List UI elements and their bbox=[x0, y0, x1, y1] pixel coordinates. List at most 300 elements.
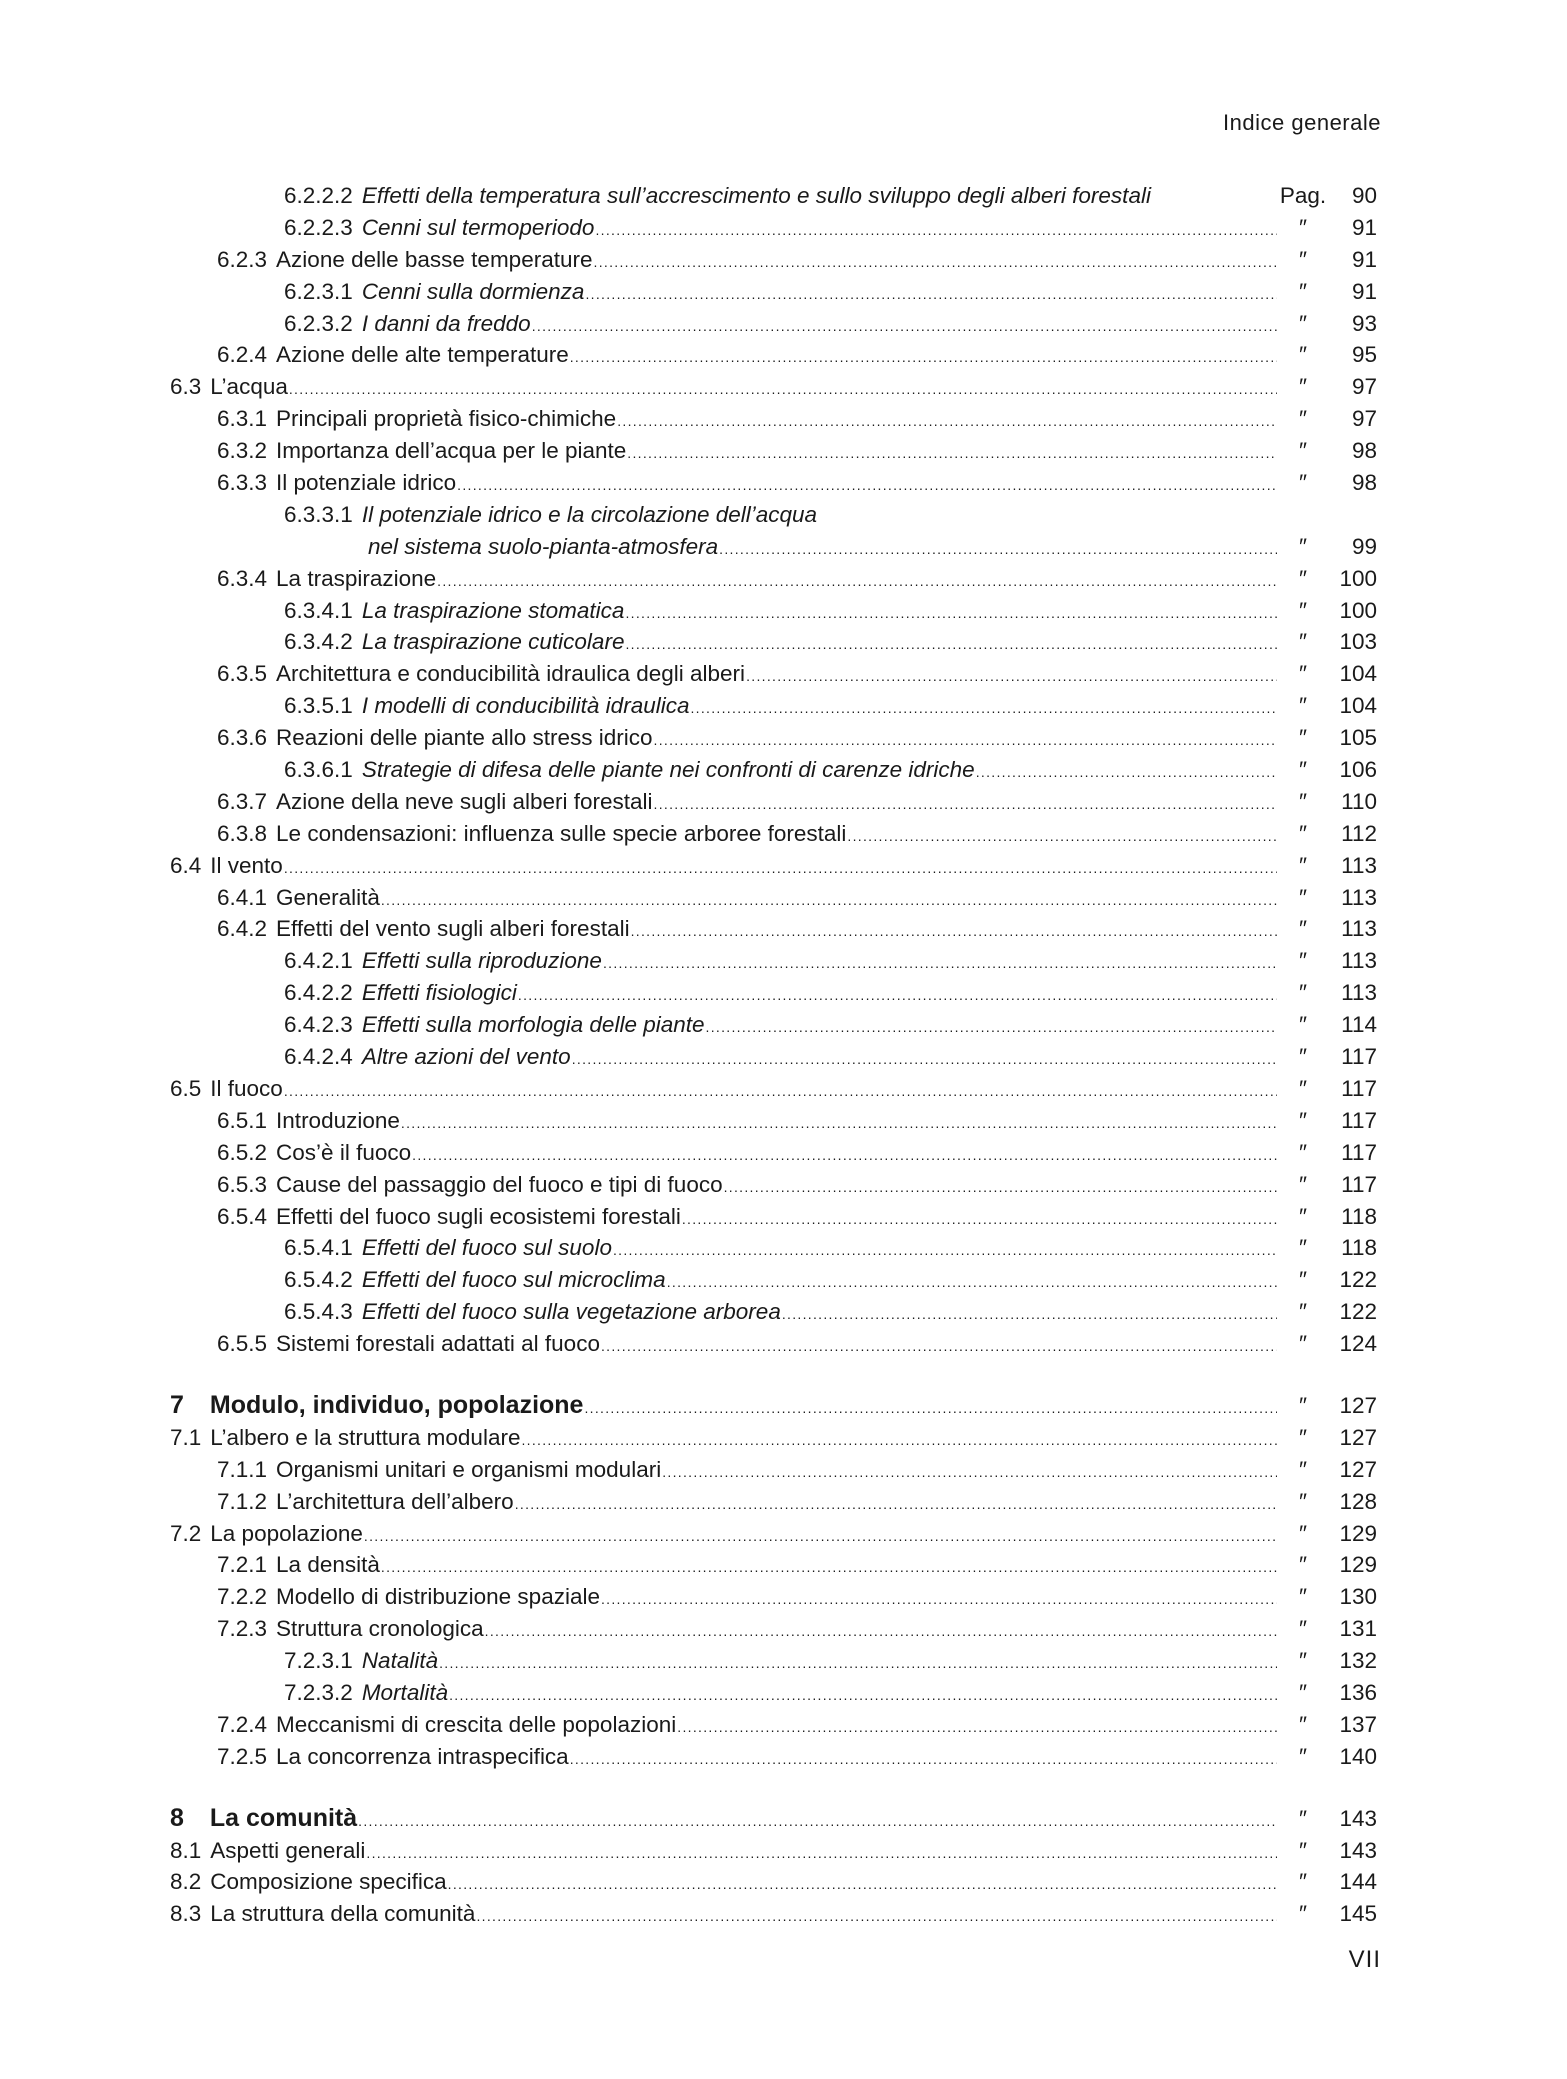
toc-entry-title: Principali proprietà fisico-chimiche bbox=[276, 406, 617, 432]
toc-page-number: 113 bbox=[1341, 948, 1377, 974]
toc-entry bbox=[217, 913, 1277, 948]
toc-page-number: 95 bbox=[1351, 342, 1377, 368]
dot-leader bbox=[476, 1901, 1277, 1933]
page-ditto-mark: ″ bbox=[1299, 1552, 1307, 1578]
toc-entry bbox=[217, 244, 1277, 279]
toc-entry bbox=[217, 339, 1277, 374]
page-ditto-mark: ″ bbox=[1299, 1331, 1307, 1357]
toc-entry-title: Effetti del fuoco sul suolo bbox=[361, 1235, 612, 1261]
toc-page-number: 105 bbox=[1339, 725, 1377, 751]
toc-entry-title: Il fuoco bbox=[210, 1075, 283, 1101]
toc-row[interactable] bbox=[170, 1073, 1377, 1105]
dot-leader bbox=[521, 1425, 1277, 1457]
toc-entry-number: 6.3.6.1 bbox=[284, 757, 353, 783]
toc-entry-number: 6.5.2 bbox=[217, 1139, 268, 1165]
dot-leader bbox=[601, 1331, 1277, 1363]
toc-entry-number: 6.5.4 bbox=[217, 1203, 268, 1229]
toc-row[interactable] bbox=[170, 1201, 1377, 1233]
toc-chapter-row[interactable] bbox=[170, 1390, 1377, 1422]
toc-entry bbox=[217, 1741, 1277, 1776]
toc-row[interactable] bbox=[170, 977, 1377, 1009]
toc-entry-number: 7.2.3 bbox=[217, 1616, 268, 1642]
page-ditto-mark: ″ bbox=[1299, 948, 1307, 974]
toc-row[interactable] bbox=[170, 786, 1377, 818]
page-ditto-mark: ″ bbox=[1299, 1171, 1307, 1197]
toc-row[interactable] bbox=[170, 467, 1377, 499]
page-ditto-mark: Pag. bbox=[1279, 183, 1327, 208]
toc-entry-number: 6.4.2.3 bbox=[284, 1012, 353, 1038]
toc-entry bbox=[170, 1898, 1277, 1933]
toc-page-number: 117 bbox=[1341, 1075, 1377, 1101]
toc-row[interactable] bbox=[170, 850, 1377, 882]
dot-leader bbox=[719, 534, 1277, 566]
toc-entry-title: Strategie di difesa delle piante nei confronti di carenze idriche bbox=[361, 757, 975, 783]
dot-leader bbox=[627, 438, 1277, 470]
toc-entry-number: 8.3 bbox=[170, 1901, 202, 1927]
toc-page-number: 127 bbox=[1339, 1424, 1377, 1450]
dot-leader bbox=[570, 342, 1277, 374]
toc-page-number: 90 bbox=[1351, 183, 1377, 208]
toc-page-number: 97 bbox=[1351, 374, 1377, 400]
dot-leader bbox=[617, 406, 1277, 438]
toc-row[interactable] bbox=[170, 1898, 1377, 1930]
toc-page-number: 98 bbox=[1351, 470, 1377, 496]
toc-entry-number: 6.5.4.3 bbox=[284, 1299, 353, 1325]
toc-row[interactable] bbox=[170, 658, 1377, 690]
dot-leader bbox=[631, 916, 1277, 948]
toc-entry bbox=[284, 308, 1277, 343]
dot-leader bbox=[448, 1869, 1277, 1901]
toc-entry-title: Effetti del fuoco sugli ecosistemi forestali bbox=[276, 1203, 681, 1229]
toc-row[interactable] bbox=[170, 403, 1377, 435]
toc-entry-number: 7 bbox=[170, 1390, 184, 1419]
page-ditto-mark: ″ bbox=[1299, 725, 1307, 751]
toc-row[interactable] bbox=[170, 276, 1377, 308]
toc-page-number: 113 bbox=[1341, 916, 1377, 942]
page-ditto-mark: ″ bbox=[1299, 1044, 1307, 1070]
page-ditto-mark: ″ bbox=[1299, 533, 1307, 559]
page-ditto-mark: ″ bbox=[1299, 757, 1307, 783]
toc-entry-title: Effetti sulla morfologia delle piante bbox=[361, 1012, 705, 1038]
dot-leader bbox=[439, 1648, 1277, 1680]
toc-entry bbox=[170, 1073, 1277, 1108]
toc-page-number: 124 bbox=[1339, 1331, 1377, 1357]
toc-row[interactable] bbox=[170, 754, 1377, 786]
toc-entry-number: 6.3.2 bbox=[217, 438, 268, 464]
page-ditto-mark: ″ bbox=[1299, 1743, 1307, 1769]
toc-entry-number: 8.1 bbox=[170, 1837, 202, 1863]
toc-entry-title: Importanza dell’acqua per le piante bbox=[276, 438, 627, 464]
toc-row[interactable] bbox=[170, 308, 1377, 340]
toc-entry-title: L’acqua bbox=[210, 374, 288, 400]
toc-entry-number: 7.1.1 bbox=[217, 1456, 268, 1482]
toc-page-number: 143 bbox=[1339, 1805, 1377, 1831]
toc-entry-number: 7.2.2 bbox=[217, 1584, 268, 1610]
toc-entry bbox=[284, 180, 1257, 212]
page-ditto-mark: ″ bbox=[1299, 1901, 1307, 1927]
toc-page-number: 91 bbox=[1351, 214, 1377, 240]
toc-page-number: 114 bbox=[1341, 1012, 1377, 1038]
toc-row[interactable] bbox=[170, 1422, 1377, 1454]
toc-entry-title: Il potenziale idrico bbox=[276, 470, 457, 496]
toc-entry bbox=[284, 1296, 1277, 1331]
dot-leader bbox=[654, 789, 1277, 821]
toc-row[interactable] bbox=[170, 212, 1377, 244]
toc-entry bbox=[170, 1835, 1277, 1870]
toc-entry-title: Effetti del vento sugli alberi forestali bbox=[276, 916, 630, 942]
toc-entry-number: 6.4.2.1 bbox=[284, 948, 353, 974]
toc-page-number: 129 bbox=[1339, 1552, 1377, 1578]
toc-entry-number: 6.4.1 bbox=[217, 884, 268, 910]
toc-entry bbox=[217, 722, 1277, 757]
page-ditto-mark: ″ bbox=[1299, 565, 1307, 591]
toc-entry-title: Sistemi forestali adattati al fuoco bbox=[276, 1331, 600, 1357]
toc-entry-title: L’albero e la struttura modulare bbox=[210, 1424, 521, 1450]
page-ditto-mark: ″ bbox=[1299, 406, 1307, 432]
toc-page-number: 130 bbox=[1339, 1584, 1377, 1610]
toc-row[interactable] bbox=[170, 1613, 1377, 1645]
page-ditto-mark: ″ bbox=[1299, 1203, 1307, 1229]
dot-leader bbox=[366, 1838, 1277, 1870]
toc-entry bbox=[217, 1328, 1277, 1363]
toc-page-number: 91 bbox=[1351, 278, 1377, 304]
toc-entry-number: 6.2.3.2 bbox=[284, 310, 353, 336]
page-ditto-mark: ″ bbox=[1299, 1869, 1307, 1895]
toc-entry-number: 6.3.4.1 bbox=[284, 597, 353, 623]
toc-entry-number: 6.3.1 bbox=[217, 406, 268, 432]
page-ditto-mark: ″ bbox=[1299, 438, 1307, 464]
toc-page-number: 143 bbox=[1339, 1837, 1377, 1863]
toc-row[interactable] bbox=[170, 882, 1377, 914]
toc-entry-title: Introduzione bbox=[276, 1107, 400, 1133]
toc-entry-title: Effetti fisiologici bbox=[361, 980, 517, 1006]
dot-leader bbox=[284, 1076, 1277, 1108]
toc-row[interactable] bbox=[170, 1264, 1377, 1296]
toc-entry-number: 7.2.1 bbox=[217, 1552, 268, 1578]
dot-leader bbox=[976, 757, 1277, 789]
toc-page-number: 97 bbox=[1351, 406, 1377, 432]
toc-entry-title: Architettura e conducibilità idraulica degli alberi bbox=[276, 661, 746, 687]
dot-leader bbox=[412, 1140, 1277, 1172]
toc-row[interactable] bbox=[170, 1866, 1377, 1898]
toc-row[interactable] bbox=[170, 1296, 1377, 1328]
toc-entry-title: nel sistema suolo-pianta-atmosfera bbox=[368, 533, 719, 559]
toc-page-number: 117 bbox=[1341, 1044, 1377, 1070]
toc-row[interactable] bbox=[170, 1645, 1377, 1677]
toc-row[interactable] bbox=[170, 1009, 1377, 1041]
dot-leader bbox=[457, 470, 1277, 502]
toc-entry-title: Cenni sulla dormienza bbox=[361, 278, 585, 304]
page-ditto-mark: ″ bbox=[1299, 1837, 1307, 1863]
toc-row[interactable] bbox=[170, 1709, 1377, 1741]
dot-leader bbox=[532, 311, 1277, 343]
page-ditto-mark: ″ bbox=[1299, 1488, 1307, 1514]
toc-page-number: 117 bbox=[1341, 1171, 1377, 1197]
toc-row[interactable] bbox=[170, 531, 1377, 563]
page-ditto-mark: ″ bbox=[1299, 342, 1307, 368]
toc-entry-number: 6.2.4 bbox=[217, 342, 268, 368]
toc-row[interactable] bbox=[170, 722, 1377, 754]
toc-row[interactable] bbox=[170, 1835, 1377, 1867]
toc-entry bbox=[170, 371, 1277, 406]
toc-entry bbox=[217, 1454, 1277, 1489]
dot-leader bbox=[518, 980, 1277, 1012]
toc-entry-number: 6.3.7 bbox=[217, 788, 268, 814]
toc-entry-title: Azione delle alte temperature bbox=[276, 342, 569, 368]
toc-row[interactable] bbox=[170, 563, 1377, 595]
page-ditto-mark: ″ bbox=[1299, 1075, 1307, 1101]
toc-chapter-row[interactable] bbox=[170, 1803, 1377, 1835]
table-of-contents bbox=[170, 180, 1377, 1930]
page-ditto-mark: ″ bbox=[1299, 1424, 1307, 1450]
page-ditto-mark: ″ bbox=[1299, 1584, 1307, 1610]
toc-page-number: 118 bbox=[1341, 1203, 1377, 1229]
toc-page-number: 104 bbox=[1339, 693, 1377, 719]
page-ditto-mark: ″ bbox=[1299, 1139, 1307, 1165]
page-ditto-mark: ″ bbox=[1299, 1805, 1307, 1831]
toc-entry-number: 7.2.3.1 bbox=[284, 1648, 353, 1674]
dot-leader bbox=[847, 821, 1277, 853]
toc-entry bbox=[284, 1041, 1277, 1076]
toc-entry-title: Cause del passaggio del fuoco e tipi di fuoco bbox=[276, 1171, 723, 1197]
toc-row[interactable] bbox=[170, 595, 1377, 627]
toc-entry bbox=[217, 563, 1277, 598]
toc-entry bbox=[217, 1613, 1277, 1648]
toc-row[interactable] bbox=[170, 1328, 1377, 1360]
toc-page-number: 91 bbox=[1351, 246, 1377, 272]
toc-entry-title: Meccanismi di crescita delle popolazioni bbox=[276, 1711, 677, 1737]
toc-row[interactable] bbox=[170, 499, 1377, 531]
toc-entry bbox=[170, 1422, 1277, 1457]
toc-page-number: 104 bbox=[1339, 661, 1377, 687]
toc-page-number: 100 bbox=[1339, 565, 1377, 591]
toc-entry-number: 6.3.3 bbox=[217, 470, 268, 496]
toc-row[interactable] bbox=[170, 1041, 1377, 1073]
dot-leader bbox=[724, 1172, 1277, 1204]
toc-row[interactable] bbox=[170, 180, 1377, 212]
page-ditto-mark: ″ bbox=[1299, 916, 1307, 942]
toc-row[interactable] bbox=[170, 435, 1377, 467]
toc-entry bbox=[217, 786, 1277, 821]
toc-row[interactable] bbox=[170, 1105, 1377, 1137]
dot-leader bbox=[682, 1204, 1277, 1236]
page-ditto-mark: ″ bbox=[1299, 1679, 1307, 1705]
dot-leader bbox=[654, 725, 1278, 757]
page-ditto-mark: ″ bbox=[1299, 470, 1307, 496]
toc-page-number: 112 bbox=[1341, 820, 1377, 846]
toc-entry-title: Effetti sulla riproduzione bbox=[361, 948, 602, 974]
page-ditto-mark: ″ bbox=[1299, 852, 1307, 878]
toc-page-number: 140 bbox=[1339, 1743, 1377, 1769]
dot-leader bbox=[690, 693, 1277, 725]
toc-entry bbox=[284, 276, 1277, 311]
toc-entry-number: 7.2 bbox=[170, 1520, 202, 1546]
toc-row[interactable] bbox=[170, 371, 1377, 403]
toc-entry-title: Il potenziale idrico e la circolazione dell’acqua bbox=[361, 501, 818, 527]
page-ditto-mark: ″ bbox=[1299, 788, 1307, 814]
toc-entry-number: 7.2.4 bbox=[217, 1711, 268, 1737]
toc-entry-number: 7.1 bbox=[170, 1424, 202, 1450]
toc-entry-number: 7.1.2 bbox=[217, 1488, 268, 1514]
toc-entry-number: 8 bbox=[170, 1803, 184, 1832]
toc-entry bbox=[170, 850, 1277, 885]
toc-page-number: 113 bbox=[1341, 852, 1377, 878]
toc-row[interactable] bbox=[170, 244, 1377, 276]
toc-entry bbox=[217, 1105, 1277, 1140]
toc-entry-number: 7.2.3.2 bbox=[284, 1679, 353, 1705]
dot-leader bbox=[746, 661, 1277, 693]
dot-leader bbox=[677, 1712, 1277, 1744]
page-ditto-mark: ″ bbox=[1299, 246, 1307, 272]
toc-entry-title: I danni da freddo bbox=[361, 310, 531, 336]
toc-page-number: 122 bbox=[1339, 1299, 1377, 1325]
toc-entry-title: I modelli di conducibilità idraulica bbox=[361, 693, 690, 719]
toc-entry bbox=[217, 1137, 1277, 1172]
toc-entry-title: La densità bbox=[276, 1552, 380, 1578]
page-ditto-mark: ″ bbox=[1299, 1520, 1307, 1546]
toc-entry-title: Cenni sul termoperiodo bbox=[361, 214, 595, 240]
toc-row[interactable] bbox=[170, 690, 1377, 722]
toc-entry bbox=[284, 1264, 1277, 1299]
toc-entry bbox=[284, 1232, 1277, 1267]
toc-entry-number: 6.4.2.4 bbox=[284, 1044, 353, 1070]
toc-entry-number: 6.5.4.1 bbox=[284, 1235, 353, 1261]
dot-leader bbox=[437, 566, 1277, 598]
toc-entry-title: Altre azioni del vento bbox=[361, 1044, 571, 1070]
toc-entry-title: Azione della neve sugli alberi forestali bbox=[276, 788, 653, 814]
dot-leader bbox=[595, 215, 1277, 247]
toc-entry bbox=[217, 1581, 1277, 1616]
toc-entry-number: 6.5 bbox=[170, 1075, 202, 1101]
page-ditto-mark: ″ bbox=[1299, 374, 1307, 400]
toc-entry bbox=[217, 467, 1277, 502]
dot-leader bbox=[782, 1299, 1277, 1331]
toc-entry bbox=[217, 403, 1277, 438]
toc-entry bbox=[217, 1549, 1277, 1584]
page-ditto-mark: ″ bbox=[1299, 1267, 1307, 1293]
page-ditto-mark: ″ bbox=[1299, 1299, 1307, 1325]
toc-page-number: 137 bbox=[1339, 1711, 1377, 1737]
toc-page-number: 117 bbox=[1341, 1139, 1377, 1165]
page-ditto-mark: ″ bbox=[1299, 1392, 1307, 1418]
toc-entry-title: Aspetti generali bbox=[210, 1837, 366, 1863]
toc-entry bbox=[284, 945, 1277, 980]
toc-entry-title: Struttura cronologica bbox=[276, 1616, 484, 1642]
dot-leader bbox=[625, 598, 1277, 630]
toc-row[interactable] bbox=[170, 339, 1377, 371]
toc-row[interactable] bbox=[170, 1169, 1377, 1201]
page-ditto-mark: ″ bbox=[1299, 278, 1307, 304]
dot-leader bbox=[584, 1393, 1277, 1425]
toc-row[interactable] bbox=[170, 913, 1377, 945]
toc-page-number: 103 bbox=[1339, 629, 1377, 655]
page-ditto-mark: ″ bbox=[1299, 1456, 1307, 1482]
toc-row[interactable] bbox=[170, 1232, 1377, 1264]
toc-row[interactable] bbox=[170, 1677, 1377, 1709]
toc-entry bbox=[217, 1709, 1277, 1744]
toc-entry-number: 6.5.1 bbox=[217, 1107, 268, 1133]
dot-leader bbox=[603, 948, 1277, 980]
dot-leader bbox=[289, 374, 1277, 406]
toc-entry-title: La traspirazione stomatica bbox=[361, 597, 625, 623]
toc-entry bbox=[217, 818, 1277, 853]
page-ditto-mark: ″ bbox=[1299, 597, 1307, 623]
toc-page-number: 131 bbox=[1339, 1616, 1377, 1642]
toc-page-number: 132 bbox=[1339, 1648, 1377, 1674]
toc-row[interactable] bbox=[170, 1581, 1377, 1613]
toc-entry-number: 6.3.8 bbox=[217, 820, 268, 846]
toc-entry-title: La popolazione bbox=[210, 1520, 363, 1546]
page-ditto-mark: ″ bbox=[1299, 1616, 1307, 1642]
toc-entry-number: 6.2.2.2 bbox=[284, 183, 353, 208]
dot-leader bbox=[401, 1108, 1277, 1140]
dot-leader bbox=[601, 1584, 1277, 1616]
page-ditto-mark: ″ bbox=[1299, 214, 1307, 240]
toc-entry-number: 6.3.6 bbox=[217, 725, 268, 751]
toc-entry-number: 6.5.4.2 bbox=[284, 1267, 353, 1293]
toc-entry bbox=[217, 1486, 1277, 1521]
toc-entry-number: 6.3.5 bbox=[217, 661, 268, 687]
toc-page-number: 93 bbox=[1351, 310, 1377, 336]
toc-entry-number: 6.4.2 bbox=[217, 916, 268, 942]
toc-row[interactable] bbox=[170, 626, 1377, 658]
toc-entry-number: 8.2 bbox=[170, 1869, 202, 1895]
page-ditto-mark: ″ bbox=[1299, 310, 1307, 336]
toc-entry-title: La traspirazione bbox=[276, 565, 437, 591]
toc-row[interactable] bbox=[170, 1741, 1377, 1773]
toc-row[interactable] bbox=[170, 1137, 1377, 1169]
toc-entry-title: Modulo, individuo, popolazione bbox=[209, 1390, 584, 1419]
toc-entry-title: Effetti della temperatura sull’accrescimento e sullo sviluppo degli alberi forestali bbox=[361, 183, 1151, 208]
toc-entry bbox=[170, 1866, 1277, 1901]
toc-entry-title: Natalità bbox=[361, 1648, 439, 1674]
dot-leader bbox=[358, 1806, 1277, 1838]
toc-row[interactable] bbox=[170, 1549, 1377, 1581]
toc-entry-number: 6.3.5.1 bbox=[284, 693, 353, 719]
page-ditto-mark: ″ bbox=[1299, 693, 1307, 719]
toc-row[interactable] bbox=[170, 945, 1377, 977]
toc-row[interactable] bbox=[170, 1486, 1377, 1518]
toc-page-number: 145 bbox=[1339, 1901, 1377, 1927]
page-ditto-mark: ″ bbox=[1299, 661, 1307, 687]
toc-page-number: 99 bbox=[1351, 533, 1377, 559]
toc-page-number: 118 bbox=[1341, 1235, 1377, 1261]
toc-row[interactable] bbox=[170, 818, 1377, 850]
toc-page-number: 122 bbox=[1339, 1267, 1377, 1293]
toc-row[interactable] bbox=[170, 1454, 1377, 1486]
page-ditto-mark: ″ bbox=[1299, 1648, 1307, 1674]
toc-entry bbox=[284, 1009, 1277, 1044]
toc-entry bbox=[368, 531, 1277, 566]
toc-entry bbox=[217, 882, 1277, 917]
toc-entry-title: La concorrenza intraspecifica bbox=[276, 1743, 569, 1769]
toc-entry bbox=[170, 1390, 1277, 1425]
dot-leader bbox=[706, 1012, 1277, 1044]
toc-entry-number: 6.5.3 bbox=[217, 1171, 268, 1197]
page-ditto-mark: ″ bbox=[1299, 1012, 1307, 1038]
toc-row[interactable] bbox=[170, 1518, 1377, 1550]
page-ditto-mark: ″ bbox=[1299, 820, 1307, 846]
dot-leader bbox=[585, 279, 1277, 311]
toc-entry-title: Generalità bbox=[276, 884, 380, 910]
toc-entry bbox=[170, 1518, 1277, 1553]
toc-page-number: 110 bbox=[1341, 788, 1377, 814]
page-ditto-mark: ″ bbox=[1299, 629, 1307, 655]
toc-entry bbox=[284, 690, 1277, 725]
dot-leader bbox=[364, 1521, 1277, 1553]
dot-leader bbox=[381, 885, 1277, 917]
page-ditto-mark: ″ bbox=[1299, 1711, 1307, 1737]
